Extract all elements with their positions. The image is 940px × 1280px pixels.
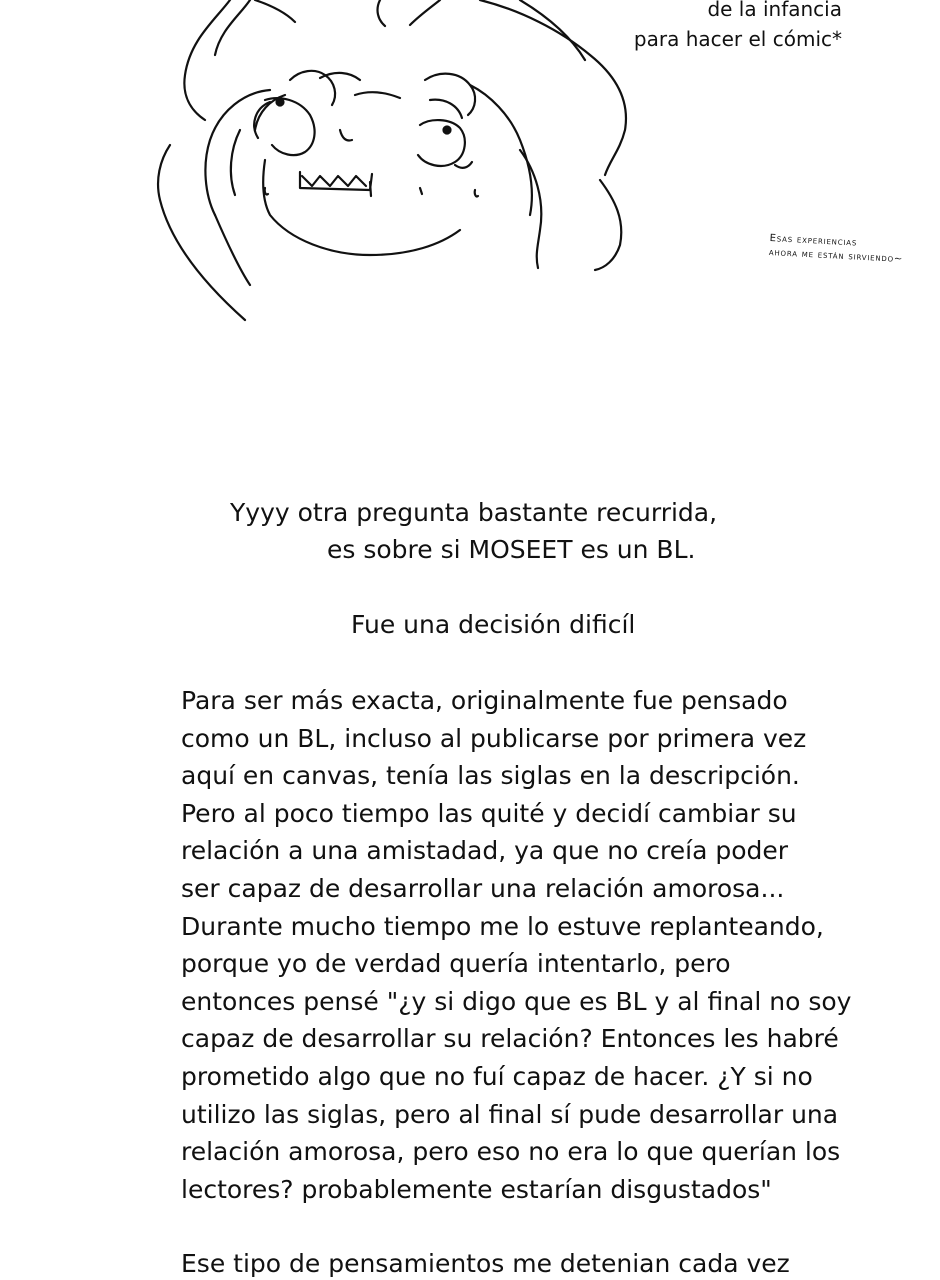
paragraph-line: relación a una amistadad, ya que no creía poder (181, 836, 789, 866)
intro-line-2: es sobre si MOSEET es un BL. (327, 535, 696, 564)
caption-line-2: para hacer el cómic* (633, 27, 842, 51)
paragraph-line: prometido algo que no fuí capaz de hacer. ¿Y si no (181, 1061, 813, 1091)
paragraph-line: como un BL, incluso al publicarse por primera vez (181, 723, 807, 753)
paragraph-line: aquí en canvas, tenía las siglas en la descripción. (181, 761, 800, 791)
paragraph-line: Para ser más exacta, originalmente fue pensado (181, 686, 788, 715)
paragraph-line: relación amorosa, pero eso no era lo que querían los (181, 1137, 841, 1167)
note-line-2: ahora me están sirviendo~ (768, 246, 904, 265)
caption-line-1: de la infancia (707, 0, 842, 21)
subheading: Fue una decisión dificíl (351, 610, 636, 639)
final-line (181, 1245, 881, 1280)
final-paragraph-line: Ese tipo de pensamientos me detenian cada vez (181, 1249, 790, 1278)
paragraph-line: Pero al poco tiempo las quité y decidí cambiar su (181, 798, 797, 828)
paragraph-line: entonces pensé "¿y si digo que es BL y al final no soy (181, 986, 852, 1016)
paragraph-line: utilizo las siglas, pero al final sí pude desarrollar una (181, 1099, 839, 1129)
paragraph-line: ser capaz de desarrollar una relación amorosa... (181, 873, 785, 903)
body-paragraph (181, 682, 881, 1208)
paragraph-line: porque yo de verdad quería intentarlo, pero (181, 949, 731, 979)
paragraph-line: capaz de desarrollar su relación? Entonces les habré (181, 1024, 839, 1054)
paragraph-line: Durante mucho tiempo me lo estuve replanteando, (181, 911, 824, 941)
drawing-caption (612, 0, 842, 54)
intro-line-1: Yyyy otra pregunta bastante recurrida, (230, 498, 718, 527)
paragraph-line: lectores? probablemente estarían disgustados" (181, 1174, 772, 1204)
note-line-1: Esas experiencias (769, 232, 858, 249)
